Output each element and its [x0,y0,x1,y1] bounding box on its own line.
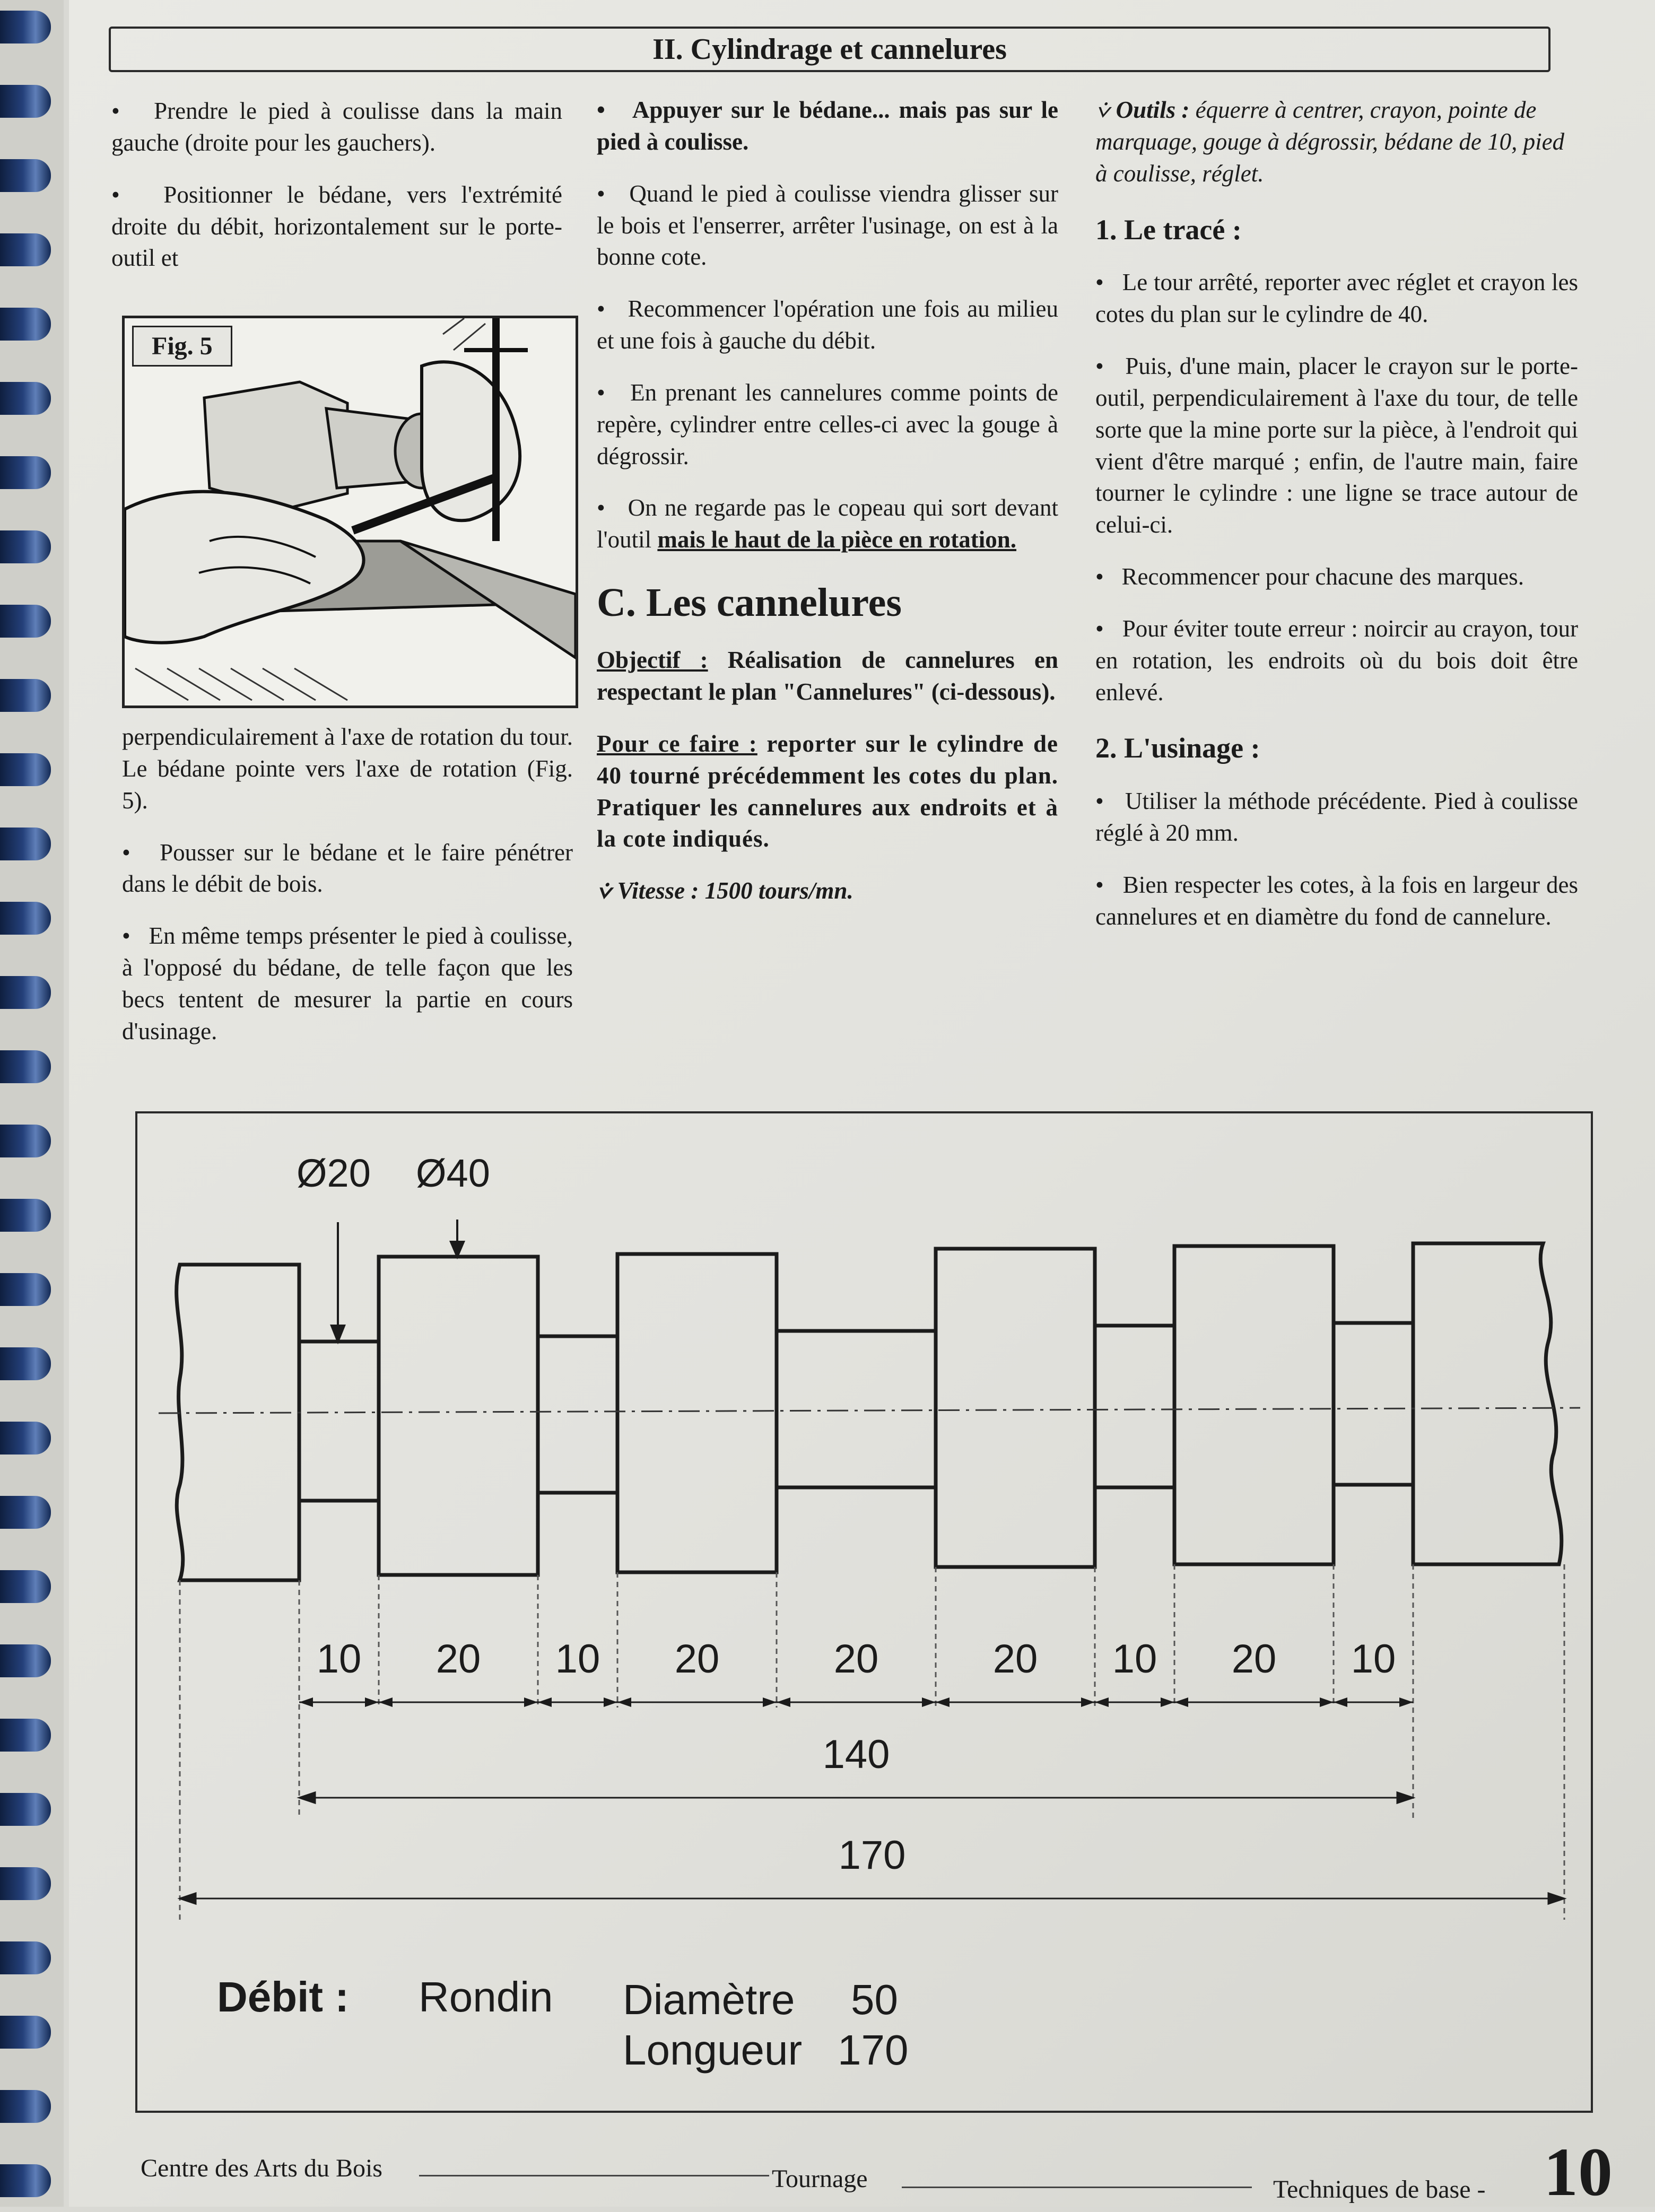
column-1-cont [122,721,573,1068]
spiral-binding [0,0,64,2207]
objectif-para [597,645,1058,708]
footer-right: Techniques de base - [1273,2175,1486,2204]
dimension-arrowhead [365,1697,379,1707]
dimension-arrowhead [1334,1697,1347,1707]
dimension-arrowhead [617,1697,631,1707]
dimension-label: 10 [1351,1636,1396,1682]
col3-para-2: • Puis, d'une main, placer le crayon sur le porte-outil, perpendiculairement à l'axe du tour, de telle sorte que la mine porte sur la pièce, à l'endroit qui vient d'être marqué ; enfin, de l'autre main, faire tourner le cylindre : une ligne se trace autour de celui-ci. [1095,351,1578,541]
length-value: 170 [838,2026,909,2074]
dimension-label: 10 [555,1636,600,1682]
total-140-label: 140 [822,1732,890,1777]
pour-ce-faire-para [597,728,1058,855]
binding-ring [0,159,51,192]
dimension-arrowhead [763,1697,777,1707]
dimension-arrowhead [1161,1697,1174,1707]
debit-type: Rondin [419,1973,553,2021]
binding-ring [0,2164,51,2197]
col1-para-2: • Positionner le bédane, vers l'extrémité droite du débit, horizontalement sur le porte-outil et [111,179,562,275]
binding-ring [0,456,51,489]
col2-para-1: • Appuyer sur le bédane... mais pas sur le pied à coulisse. [597,94,1058,158]
footer-center: Tournage [772,2165,868,2193]
binding-ring [0,1719,51,1752]
vitesse-text: Vitesse : 1500 tours/mn. [617,877,853,904]
cannelures-plan [135,1111,1593,2113]
block-4 [1174,1246,1334,1564]
col1-para-3: perpendiculairement à l'axe de rotation du tour. Le bédane pointe vers l'axe de rotation (Fig. 5). [122,724,573,814]
dimension-label: 10 [316,1636,362,1682]
diameter-value: 50 [851,1976,898,2023]
col2-para-4: • En prenant les cannelures comme points de repère, cylindrer entre celles-ci avec la gouge à dégrossir. [597,377,1058,473]
outils-label: Outils : [1116,97,1190,123]
binding-ring [0,85,51,118]
binding-ring [0,753,51,786]
col2-para-3: • Recommencer l'opération une fois au milieu et une fois à gauche du débit. [597,293,1058,357]
col2-para-2: • Quand le pied à coulisse viendra glisser sur le bois et l'enserrer, arrêter l'usinage, on est à la bonne cote. [597,178,1058,274]
col3-para-4: • Pour éviter toute erreur : noircir au crayon, tour en rotation, les endroits où du bois doit être enlevé. [1095,613,1578,709]
diameter-40-label: Ø40 [416,1151,490,1195]
binding-ring [0,605,51,638]
binding-ring [0,233,51,266]
binding-ring [0,1793,51,1826]
lathe-illustration [125,318,576,706]
subsection-usinage-title: 2. L'usinage : [1095,732,1260,764]
dimension-arrowhead [1399,1697,1413,1707]
objectif-label: Objectif : [597,647,708,674]
column-1 [111,95,562,274]
col3-para-6: • Bien respecter les cotes, à la fois en largeur des cannelures et en diamètre du fond de cannelure. [1095,869,1578,933]
binding-ring [0,1570,51,1603]
objectif-text: Réalisation de cannelures en respectant le plan "Cannelures" (ci-dessous). [597,647,1058,706]
total-170-label: 170 [838,1833,906,1878]
col3-para-5: • Utiliser la méthode précédente. Pied à coulisse réglé à 20 mm. [1095,786,1578,849]
dimension-arrowhead [538,1697,552,1707]
binding-ring [0,828,51,860]
column-3 [1095,94,1578,953]
dimension-arrowhead [1095,1697,1109,1707]
arrow-icon: ⩒ [597,877,617,904]
binding-ring [0,1867,51,1900]
binding-ring [0,530,51,563]
col1-para-5: • En même temps présenter le pied à coulisse, à l'opposé du bédane, de telle façon que les becs tentent de mesurer la partie en cours d'usinage. [122,920,573,1047]
binding-ring [0,1941,51,1974]
binding-ring [0,1496,51,1529]
dimension-arrowhead [299,1697,313,1707]
right-end-block [1413,1243,1562,1564]
binding-ring [0,382,51,415]
col2-para-5-emphasis: mais le haut de la pièce en rotation. [657,526,1017,553]
vitesse-line [597,875,1058,907]
dimension-arrowhead [1081,1697,1095,1707]
binding-ring [0,679,51,712]
binding-ring [0,2016,51,2049]
dimension-arrowhead [922,1697,936,1707]
figure-5 [122,316,578,708]
dimension-label: 20 [1231,1636,1277,1682]
dimension-label: 20 [833,1636,879,1682]
diameter-label: Diamètre [623,1976,795,2023]
page-number: 10 [1544,2134,1613,2210]
arrow-icon: ⩒ [1095,97,1116,123]
col3-para-3: • Recommencer pour chacune des marques. [1095,561,1578,593]
dimension-arrowhead [777,1697,790,1707]
dimension-label: 20 [674,1636,720,1682]
outils-text: équerre à centrer, crayon, pointe de marquage, gouge à dégrossir, bédane de 10, pied à coulisse, réglet. [1095,97,1565,187]
section-title-text: II. Cylindrage et cannelures [652,33,1007,66]
block-3 [936,1249,1095,1567]
section-title [109,27,1551,72]
diameter-20-label: Ø20 [297,1151,371,1195]
binding-ring [0,1125,51,1157]
pour-ce-faire-label: Pour ce faire : [597,730,757,757]
dimension-arrowhead [604,1697,617,1707]
block-1 [379,1257,538,1575]
binding-ring [0,1347,51,1380]
debit-label: Débit : [217,1973,349,2021]
binding-ring [0,1050,51,1083]
col2-para-5 [597,492,1058,556]
col1-para-1: • Prendre le pied à coulisse dans la main gauche (droite pour les gauchers). [111,95,562,159]
binding-ring [0,308,51,341]
subsection-trace-title: 1. Le tracé : [1095,213,1242,246]
col2-para-5-text: On ne regarde pas le copeau qui sort devant l'outil [597,494,1058,553]
section-c-title: C. Les cannelures [597,580,902,625]
dimension-label: 10 [1112,1636,1157,1682]
binding-ring [0,2090,51,2123]
dimension-arrowhead [1174,1697,1188,1707]
left-end-block [177,1265,299,1580]
footer-rule [419,2175,769,2176]
binding-ring [0,1422,51,1455]
dimension-label: 20 [435,1636,481,1682]
binding-ring [0,1273,51,1306]
dimension-arrowhead [524,1697,538,1707]
cannelures-drawing [137,1113,1591,2111]
length-label: Longueur [623,2026,803,2074]
binding-ring [0,976,51,1009]
dimension-arrowhead [1320,1697,1334,1707]
dimension-arrowhead [379,1697,393,1707]
pour-ce-faire-text: reporter sur le cylindre de 40 tourné précédemment les cotes du plan. Pratiquer les cannelures aux endroits et à la cote indiqués. [597,730,1058,852]
outils-para [1095,94,1578,190]
binding-ring [0,1644,51,1677]
binding-ring [0,11,51,43]
dimension-arrowhead [936,1697,950,1707]
block-2 [617,1254,777,1572]
col1-para-4: • Pousser sur le bédane et le faire pénétrer dans le débit de bois. [122,837,573,901]
footer-left: Centre des Arts du Bois [141,2154,382,2182]
column-2 [597,94,1058,927]
figure-label: Fig. 5 [132,326,232,367]
dimension-label: 20 [992,1636,1038,1682]
col3-para-1: • Le tour arrêté, reporter avec réglet et crayon les cotes du plan sur le cylindre de 40. [1095,267,1578,330]
binding-ring [0,902,51,935]
footer-rule [902,2187,1252,2188]
binding-ring [0,1199,51,1232]
